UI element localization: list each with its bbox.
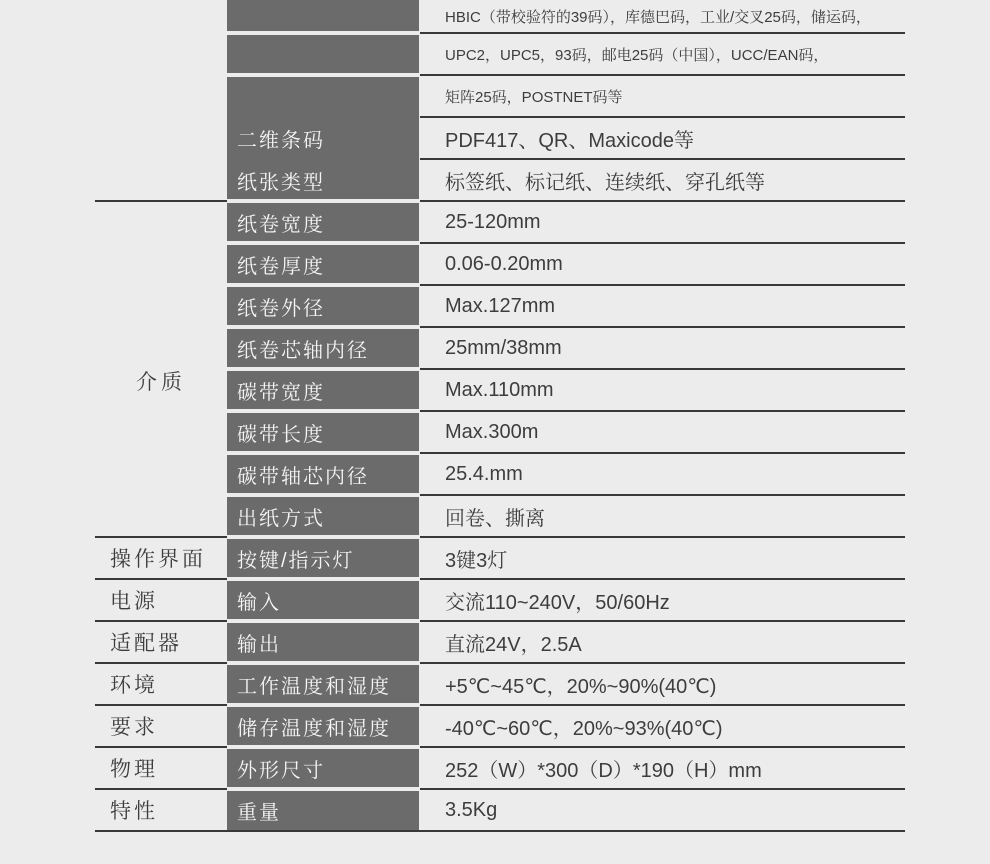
- spec-name-cell: 碳带长度: [237, 423, 325, 446]
- spec-name-cell: 碳带宽度: [237, 381, 325, 404]
- grid-line: [420, 116, 905, 118]
- grid-line: [95, 200, 227, 202]
- spec-name-cell: 纸张类型: [237, 171, 325, 194]
- section-label-cell: 物理: [110, 758, 158, 781]
- grid-line: [95, 536, 227, 538]
- spec-name-cell: 输入: [237, 591, 281, 614]
- grid-line: [420, 326, 905, 328]
- grid-line: [420, 788, 905, 790]
- spec-name-cell: 工作温度和湿度: [237, 675, 391, 698]
- grid-line: [420, 662, 905, 664]
- grid-line: [95, 704, 227, 706]
- spec-value-cell: 标签纸、标记纸、连续纸、穿孔纸等: [445, 171, 765, 194]
- grid-line: [95, 830, 905, 832]
- grid-line: [420, 32, 905, 34]
- spec-value-cell: 矩阵25码，POSTNET码等: [445, 88, 623, 106]
- grid-line: [420, 410, 905, 412]
- spec-value-cell: 25.4.mm: [445, 462, 523, 485]
- spec-table: [95, 0, 905, 834]
- section-label-cell: 适配器: [110, 632, 182, 655]
- grid-line: [420, 368, 905, 370]
- spec-value-cell: 25-120mm: [445, 210, 541, 233]
- spec-name-cell: 纸卷外径: [237, 297, 325, 320]
- grid-line: [420, 452, 905, 454]
- spec-value-cell: 回卷、撕离: [445, 507, 545, 530]
- spec-name-cell: 纸卷芯轴内径: [237, 339, 369, 362]
- spec-name-column-cell: [227, 35, 419, 73]
- spec-name-cell: 储存温度和湿度: [237, 717, 391, 740]
- spec-value-cell: 3键3灯: [445, 549, 508, 572]
- spec-name-cell: 出纸方式: [237, 507, 325, 530]
- spec-name-cell: 输出: [237, 633, 281, 656]
- grid-line: [95, 578, 227, 580]
- spec-name-column-cell: [227, 0, 419, 31]
- grid-line: [95, 620, 227, 622]
- spec-value-cell: 3.5Kg: [445, 798, 498, 821]
- grid-line: [420, 746, 905, 748]
- spec-name-cell: 纸卷厚度: [237, 255, 325, 278]
- grid-line: [420, 158, 905, 160]
- grid-line: [95, 746, 227, 748]
- grid-line: [95, 662, 227, 664]
- section-label-cell: 环境: [110, 674, 158, 697]
- spec-value-cell: HBIC（带校验符的39码），库德巴码，工业/交叉25码，储运码，: [445, 9, 871, 26]
- spec-value-cell: PDF417、QR、Maxicode等: [445, 129, 694, 152]
- grid-line: [420, 494, 905, 496]
- spec-value-cell: UPC2，UPC5，93码，邮电25码（中国），UCC/EAN码，: [445, 46, 829, 64]
- grid-line: [420, 284, 905, 286]
- spec-name-cell: 外形尺寸: [237, 759, 325, 782]
- grid-line: [420, 74, 905, 76]
- section-label-cell: 电源: [110, 590, 158, 613]
- spec-value-cell: 直流24V，2.5A: [445, 633, 582, 656]
- spec-name-cell: 二维条码: [237, 129, 325, 152]
- grid-line: [420, 620, 905, 622]
- spec-name-cell: 碳带轴芯内径: [237, 465, 369, 488]
- section-label-cell: 操作界面: [110, 548, 206, 571]
- grid-line: [420, 578, 905, 580]
- grid-line: [420, 242, 905, 244]
- grid-line: [420, 704, 905, 706]
- spec-name-cell: 按键/指示灯: [237, 549, 355, 572]
- spec-name-cell: 纸卷宽度: [237, 213, 325, 236]
- spec-value-cell: Max.300m: [445, 420, 539, 443]
- spec-value-cell: Max.127mm: [445, 294, 556, 317]
- grid-line: [420, 200, 905, 202]
- grid-line: [420, 536, 905, 538]
- section-label-cell: 要求: [110, 716, 158, 739]
- spec-value-cell: +5℃~45℃，20%~90%(40℃): [445, 675, 717, 698]
- spec-name-cell: 重量: [237, 801, 281, 824]
- section-label-cell: 特性: [110, 800, 158, 823]
- spec-value-cell: -40℃~60℃，20%~93%(40℃): [445, 717, 723, 740]
- grid-line: [95, 788, 227, 790]
- spec-value-cell: 25mm/38mm: [445, 336, 562, 359]
- spec-value-cell: 交流110~240V，50/60Hz: [445, 591, 670, 614]
- spec-value-cell: 0.06-0.20mm: [445, 252, 563, 275]
- spec-value-cell: 252（W）*300（D）*190（H）mm: [445, 759, 762, 782]
- media-section-label: 介质: [136, 371, 186, 394]
- spec-value-cell: Max.110mm: [445, 378, 554, 401]
